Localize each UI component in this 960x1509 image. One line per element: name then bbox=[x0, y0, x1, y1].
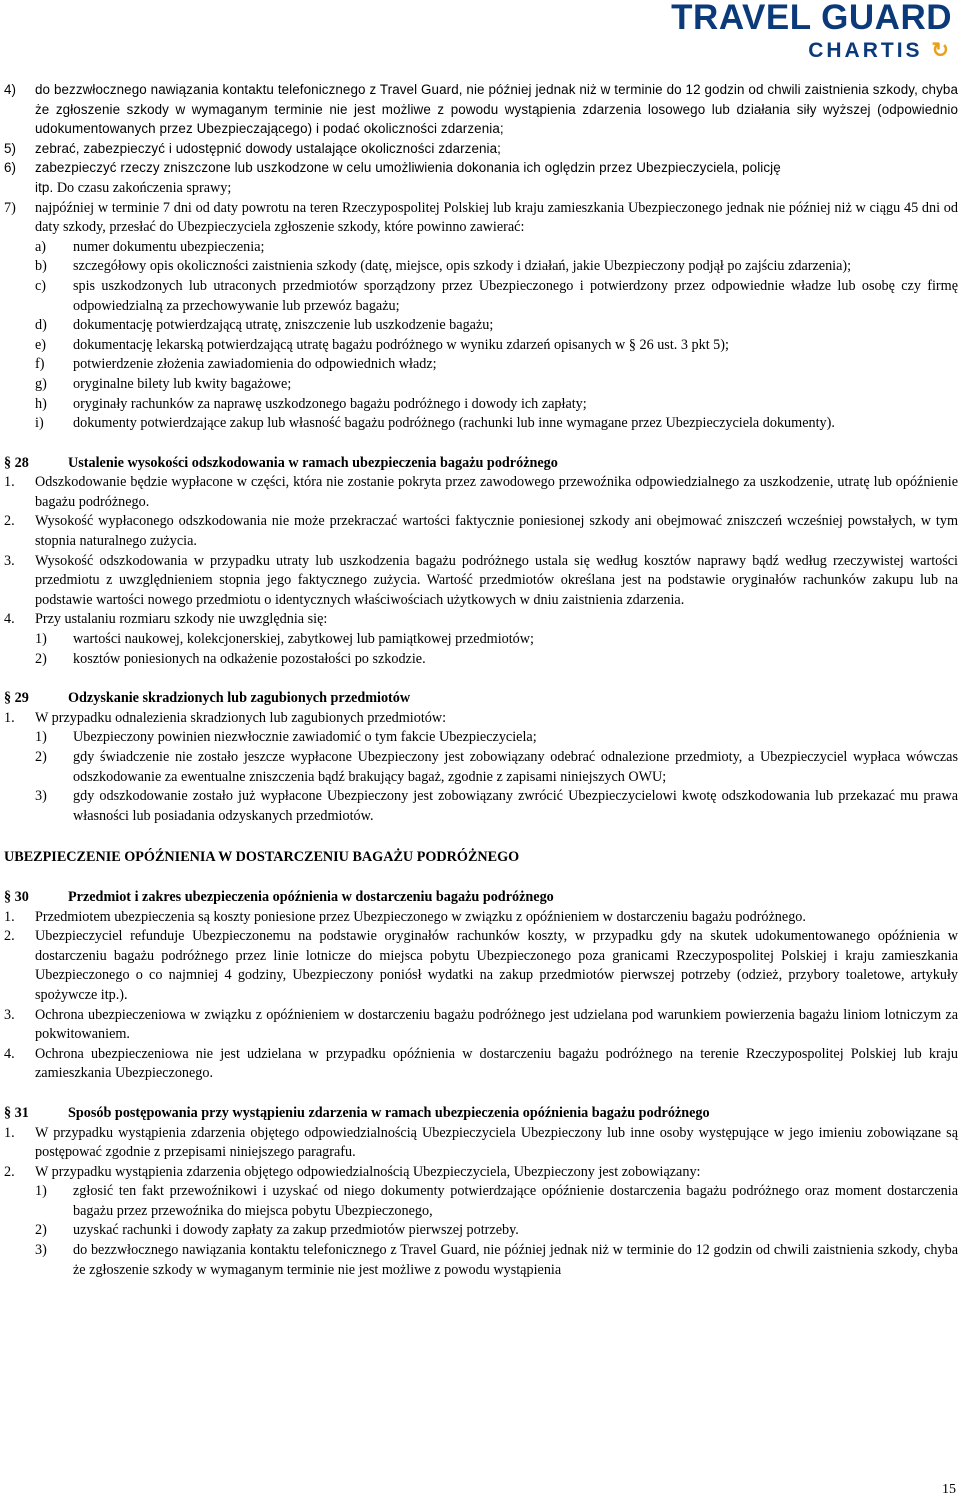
list-item bbox=[4, 1006, 958, 1045]
sub-item bbox=[4, 748, 958, 787]
list-item bbox=[4, 473, 958, 512]
item-number: b) bbox=[35, 258, 47, 275]
item-text: zebrać, zabezpieczyć i udostępnić dowody ustalające okoliczności zdarzenia; bbox=[35, 140, 502, 156]
item-text: zgłosić ten fakt przewoźnikowi i uzyskać od niego dokumenty potwierdzające opóźnienie dostarczenia bagażu podróżnego oraz moment dostarczenia bagażu przez przewoźnika do miejsca pobytu Ubezpieczonego, bbox=[73, 1183, 958, 1219]
sub-item bbox=[4, 1182, 958, 1221]
item-number: d) bbox=[35, 317, 47, 334]
item-number: 3. bbox=[4, 1006, 15, 1023]
item-number: 1) bbox=[35, 631, 47, 648]
item-text: szczegółowy opis okoliczności zaistnienia szkody (datę, miejsce, opis szkody i działań, jakie Ubezpieczony podjął po zajściu zdarzenia); bbox=[73, 258, 852, 275]
section-heading-30 bbox=[4, 888, 958, 908]
section-title: Odzyskanie skradzionych lub zagubionych przedmiotów bbox=[68, 690, 411, 707]
item-number: 2. bbox=[4, 513, 15, 530]
list-item bbox=[4, 1124, 958, 1163]
item-text: Ubezpieczony powinien niezwłocznie zawiadomić o tym fakcie Ubezpieczyciela; bbox=[73, 729, 537, 746]
sub-item bbox=[4, 1221, 958, 1241]
item-number: 2) bbox=[35, 749, 47, 765]
item-number: 2. bbox=[4, 928, 15, 945]
item-number: 1. bbox=[4, 474, 15, 491]
item-text: wartości naukowej, kolekcjonerskiej, zabytkowej lub pamiątkowej przedmiotów; bbox=[73, 631, 534, 648]
item-text: dokumentację potwierdzającą utratę, zniszczenie lub uszkodzenie bagażu; bbox=[73, 317, 494, 334]
chartis-swirl-icon: ↻ bbox=[922, 39, 952, 62]
item-number: c) bbox=[35, 277, 47, 294]
section-number: § 30 bbox=[4, 888, 29, 905]
section-number: § 31 bbox=[4, 1104, 29, 1121]
sub-item bbox=[4, 277, 958, 316]
sub-item bbox=[4, 630, 958, 650]
item-text: dokumentację lekarską potwierdzającą utratę bagażu podróżnego w wyniku zdarzeń opisanych w § 26 ust. 3 pkt 5); bbox=[73, 336, 729, 353]
item-text: najpóźniej w terminie 7 dni od daty powrotu na teren Rzeczypospolitej Polskiej lub kraju zamieszkania Ubezpieczonego jednak nie później niż w ciągu 45 dni od daty szkody, przesłać do Ubezpieczyciela zgłoszenie szkody, które powinno zawierać: bbox=[35, 199, 958, 236]
item-number: g) bbox=[35, 375, 47, 392]
item-text: Wysokość wypłaconego odszkodowania nie może przekraczać wartości faktycznie poniesionej szkody ani obejmować zniszczeń wcześniej powstałych, w tym stopnia naturalnego zużycia. bbox=[35, 513, 958, 550]
list-item bbox=[4, 199, 958, 238]
list-item bbox=[4, 610, 958, 630]
item-text: Ochrona ubezpieczeniowa w związku z opóźnieniem w dostarczeniu bagażu podróżnego jest udzielana pod warunkiem powierzenia bagażu liniom lotniczym za pokwitowaniem. bbox=[35, 1006, 958, 1043]
item-number: 1. bbox=[4, 908, 15, 925]
item-text: numer dokumentu ubezpieczenia; bbox=[73, 238, 265, 255]
item-number: 2) bbox=[35, 650, 47, 667]
chapter-title: UBEZPIECZENIE OPÓŹNIENIA W DOSTARCZENIU BAGAŻU PODRÓŻNEGO bbox=[4, 849, 520, 866]
sub-item bbox=[4, 787, 958, 826]
list-item bbox=[4, 552, 958, 611]
item-number: 1) bbox=[35, 729, 47, 746]
item-text: uzyskać rachunki i dowody zapłaty za zakup przedmiotów pierwszej potrzeby. bbox=[73, 1222, 519, 1239]
section-heading-29 bbox=[4, 689, 958, 709]
item-text: spis uszkodzonych lub utraconych przedmiotów sporządzony przez Ubezpieczonego i potwierdzony przez odpowiednie władze lub osobę czy firmę odpowiedzialną za przechowywanie lub przewóz bagażu; bbox=[73, 277, 958, 314]
item-number: i) bbox=[35, 415, 44, 432]
section-heading-31 bbox=[4, 1104, 958, 1124]
item-text: do bezzwłocznego nawiązania kontaktu telefonicznego z Travel Guard, nie później jednak niż w terminie do 12 godzin od chwili zaistnienia szkody, chyba że zgłoszenie szkody w wymaganym terminie nie jest możliwe z powodu wystąpienia bbox=[73, 1242, 958, 1278]
item-text: Przedmiotem ubezpieczenia są koszty poniesione przez Ubezpieczonego w związku z opóźnieniem w dostarczeniu bagażu podróżnego. bbox=[35, 908, 806, 925]
sub-item bbox=[4, 257, 958, 277]
sub-item bbox=[4, 1241, 958, 1280]
list-item bbox=[4, 709, 958, 729]
list-item bbox=[4, 1163, 958, 1183]
sub-item bbox=[4, 728, 958, 748]
list-item-continuation bbox=[4, 178, 958, 199]
sub-item bbox=[4, 355, 958, 375]
section-title: Sposób postępowania przy wystąpieniu zdarzenia w ramach ubezpieczenia opóźnienia bagażu podróżnego bbox=[68, 1104, 710, 1121]
section-title: Przedmiot i zakres ubezpieczenia opóźnienia w dostarczeniu bagażu podróżnego bbox=[68, 888, 554, 905]
item-text: Przy ustalaniu rozmiaru szkody nie uwzględnia się: bbox=[35, 611, 328, 628]
sub-item bbox=[4, 316, 958, 336]
item-number: h) bbox=[35, 395, 47, 412]
list-item bbox=[4, 1045, 958, 1084]
item-text: dokumenty potwierdzające zakup lub własność bagażu podróżnego (rachunki lub inne wymagane przez Ubezpieczyciela dokumenty). bbox=[73, 415, 835, 432]
item-number: a) bbox=[35, 238, 47, 255]
item-text: Wysokość odszkodowania w przypadku utraty lub uszkodzenia bagażu podróżnego ustala się według kosztów naprawy bądź według rzeczywistej wartości przedmiotu z uwzględnieniem stopnia jego faktycznego zużycia. Wartość przedmiotów określana jest na podstawie oryginałów rachunków zakupu lub na podstawie wartości nowego przedmiotu o identycznych właściwościach użytkowych w dniu zaistnienia zdarzenia. bbox=[35, 552, 958, 608]
item-number: 4. bbox=[4, 1045, 15, 1062]
sub-item bbox=[4, 336, 958, 356]
list-item bbox=[4, 927, 958, 1005]
item-number: 1) bbox=[35, 1183, 47, 1200]
item-number: f) bbox=[35, 356, 45, 373]
item-text: itp. bbox=[35, 179, 54, 195]
sub-item bbox=[4, 238, 958, 258]
item-text: oryginalne bilety lub kwity bagażowe; bbox=[73, 375, 292, 392]
item-number: 2) bbox=[35, 1222, 47, 1239]
item-text: do bezzwłocznego nawiązania kontaktu telefonicznego z Travel Guard, nie później jednak niż w terminie do 12 godzin od chwili zaistnienia szkody, chyba że zgłoszenie szkody w wymaganym terminie nie jest możliwe z powodu wystąpienia zdarzenia losowego lub działania siły wyższej (odpowiednio udokumentowanych przez Ubezpieczającego) i podać okoliczności zdarzenia; bbox=[35, 82, 958, 137]
item-text: Do czasu zakończenia sprawy; bbox=[53, 179, 232, 196]
sub-item bbox=[4, 414, 958, 434]
document-body bbox=[4, 80, 958, 1280]
item-number: 7) bbox=[4, 199, 16, 216]
list-item bbox=[4, 908, 958, 928]
travel-guard-logo bbox=[671, 0, 952, 64]
logo-line2 bbox=[671, 38, 952, 64]
item-text: W przypadku wystąpienia zdarzenia objętego odpowiedzialnością Ubezpieczyciela, Ubezpieczony jest zobowiązany: bbox=[35, 1163, 701, 1180]
page-number: 15 bbox=[942, 1482, 956, 1497]
item-number: 1. bbox=[4, 709, 15, 726]
list-item bbox=[4, 158, 958, 178]
item-number: 6) bbox=[4, 160, 17, 176]
item-text: Ochrona ubezpieczeniowa nie jest udzielana w przypadku opóźnienia w dostarczeniu bagażu podróżnego na terenie Rzeczypospolitej Polskiej lub kraju zamieszkania Ubezpieczonego. bbox=[35, 1045, 958, 1082]
item-text: kosztów poniesionych na odkażenie pozostałości po szkodzie. bbox=[73, 650, 426, 667]
sub-item bbox=[4, 650, 958, 670]
item-number: 4) bbox=[4, 82, 17, 97]
sub-item bbox=[4, 375, 958, 395]
sub-item bbox=[4, 395, 958, 415]
section-number: § 29 bbox=[4, 690, 29, 707]
item-text: W przypadku odnalezienia skradzionych lub zagubionych przedmiotów: bbox=[35, 709, 447, 726]
section-heading-28 bbox=[4, 454, 958, 474]
item-text: gdy świadczenie nie zostało jeszcze wypłacone Ubezpieczony jest zobowiązany odebrać odnalezione przedmioty, a Ubezpieczyciel wypłaca wówczas odszkodowanie za ewentualne zniszczenia bądź brakujący bagaż, zgodnie z zapisami niniejszych OWU; bbox=[73, 749, 958, 785]
logo-line1: TRAVEL GUARD bbox=[671, 0, 952, 37]
list-item bbox=[4, 80, 958, 139]
item-number: 4. bbox=[4, 611, 15, 628]
item-text: Ubezpieczyciel refunduje Ubezpieczonemu na podstawie oryginałów rachunków koszty, w przypadku gdy na skutek udokumentowanego opóźnienia w dostarczeniu bagażu podróżnego przez linie lotnicze do miejsca pobytu Ubezpieczonego poza granicami Rzeczypospolitej Polskiej i kraju zamieszkania Ubezpieczonego o co najmniej 4 godziny, Ubezpieczony poniósł wydatki na zakup przedmiotów pierwszej potrzeby (odzież, przybory toaletowe, artykuły spożywcze itp.). bbox=[35, 928, 958, 1003]
item-number: 3) bbox=[35, 788, 47, 805]
section-title: Ustalenie wysokości odszkodowania w ramach ubezpieczenia bagażu podróżnego bbox=[68, 454, 558, 471]
item-number: 3) bbox=[35, 1242, 47, 1259]
section-number: § 28 bbox=[4, 454, 29, 471]
item-number: 5) bbox=[4, 140, 17, 156]
item-text: W przypadku wystąpienia zdarzenia objętego odpowiedzialnością Ubezpieczyciela Ubezpieczony lub inne osoby występujące w jego imieniu zobowiązane są postępować zgodnie z przepisami niniejszego paragrafu. bbox=[35, 1124, 958, 1161]
item-text: oryginały rachunków za naprawę uszkodzonego bagażu podróżnego i dowody ich zapłaty; bbox=[73, 395, 587, 412]
item-number: e) bbox=[35, 336, 47, 353]
item-number: 1. bbox=[4, 1124, 15, 1141]
logo-line2-text: CHARTIS bbox=[808, 39, 923, 62]
list-item bbox=[4, 512, 958, 551]
item-text: gdy odszkodowanie zostało już wypłacone Ubezpieczony jest zobowiązany zwrócić Ubezpieczycielowi kwotę odszkodowania lub przekazać mu prawa własności lub posiadania odzyskanych przedmiotów. bbox=[73, 788, 958, 824]
item-number: 2. bbox=[4, 1163, 15, 1180]
item-number: 3. bbox=[4, 552, 15, 569]
item-text: potwierdzenie złożenia zawiadomienia do odpowiednich władz; bbox=[73, 356, 437, 373]
item-text: Odszkodowanie będzie wypłacone w części, która nie zostanie pokryta przez zawodowego przewoźnika odpowiedzialnego za uszkodzenie, utratę lub opóźnienie bagażu podróżnego. bbox=[35, 474, 958, 510]
item-text: zabezpieczyć rzeczy zniszczone lub uszkodzone w celu umożliwienia dokonania ich oględzin przez Ubezpieczyciela, policję bbox=[35, 160, 781, 176]
list-item bbox=[4, 139, 958, 159]
